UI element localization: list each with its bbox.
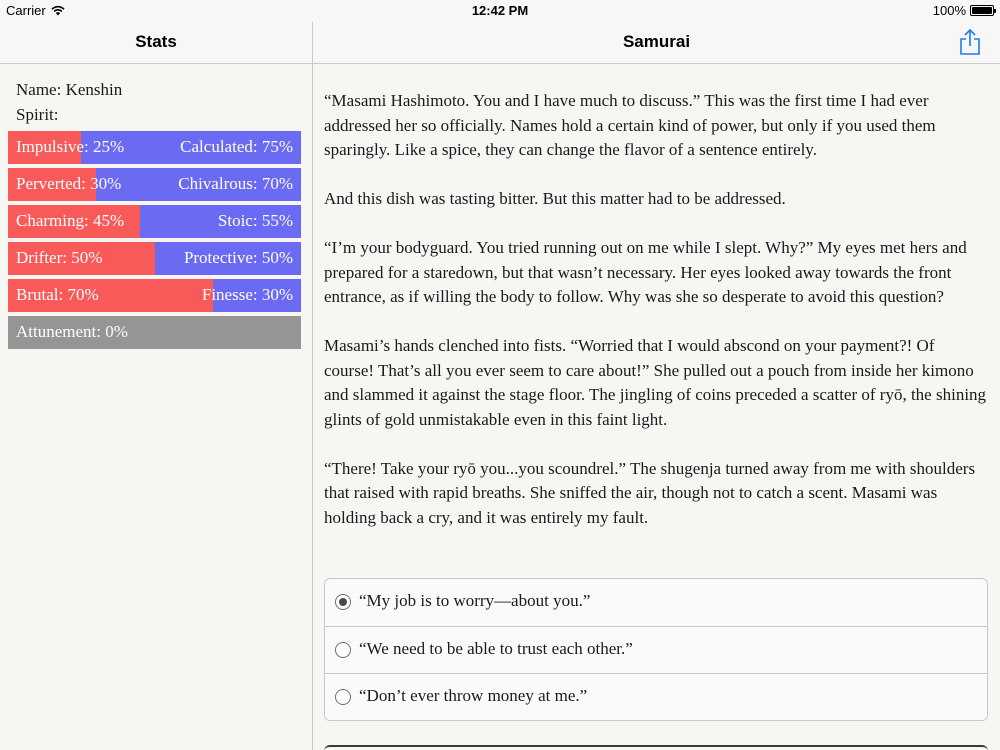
stat-bar-right-label: Calculated: 75%	[180, 137, 293, 156]
stat-bar-drifter-protective	[8, 242, 301, 275]
story-paragraph: Masami’s hands clenched into fists. “Worried that I would abscond on your payment?! Of course! That’s all you ever seem to care about!” She pulled out a pouch from inside her kimono and slammed it against the stage floor. The jingling of coins preceded a scatter of ryō, the shining glints of gold unmistakable even in this faint light.	[324, 336, 987, 429]
carrier-label: Carrier	[6, 3, 46, 18]
stat-bar-left-label: Drifter: 50%	[16, 248, 103, 267]
stat-bar-attunement	[8, 316, 301, 349]
choice-list	[324, 578, 988, 721]
story-title: Samurai	[622, 32, 691, 51]
choice-label: “Don’t ever throw money at me.”	[359, 686, 588, 706]
stats-nav-bar	[0, 22, 313, 64]
stat-bar-perverted-chivalrous	[8, 168, 301, 201]
story-paragraph: “There! Take your ryō you...you scoundrel.” The shugenja turned away from me with shoulders that raised with rapid breaths. She sniffed the air, though not to catch a scent. Masami was holding back a cry, and it was entirely my fault.	[324, 458, 976, 527]
share-button[interactable]	[958, 28, 982, 56]
battery-icon	[970, 5, 994, 16]
choice-option[interactable]	[325, 627, 987, 675]
story-paragraph: And this dish was tasting bitter. But this matter had to be addressed.	[324, 189, 786, 208]
stat-bar-charming-stoic	[8, 205, 301, 238]
radio-button[interactable]	[335, 642, 351, 658]
status-time: 12:42 PM	[471, 3, 529, 18]
stat-bars	[8, 131, 301, 353]
stat-bar-right-label: Finesse: 30%	[201, 285, 293, 304]
status-bar	[0, 0, 1000, 22]
stat-bar-left-label: Brutal: 70%	[16, 285, 99, 304]
battery-percent: 100%	[932, 3, 966, 18]
status-right	[933, 3, 994, 18]
stat-bar-right-label: Protective: 50%	[183, 248, 293, 267]
choice-label: “My job is to worry—about you.”	[359, 591, 591, 610]
stat-bar-right-label: Chivalrous: 70%	[178, 174, 293, 193]
stat-bar-right-label: Stoic: 55%	[217, 211, 293, 230]
stat-bar-brutal-finesse	[8, 279, 301, 312]
stat-bar-left-label: Attunement: 0%	[16, 322, 128, 341]
story-paragraph: “Masami Hashimoto. You and I have much to discuss.” This was the first time I had ever addressed her so officially. Names hold a certain kind of power, but only if you used them sparingly. Like a spice, they can change the flavor of a sentence entirely.	[324, 91, 936, 159]
radio-button[interactable]	[335, 689, 351, 705]
stat-bar-left-label: Perverted: 30%	[16, 174, 122, 193]
choice-option[interactable]	[325, 579, 987, 627]
radio-button[interactable]	[335, 594, 351, 610]
next-button[interactable]	[324, 745, 988, 750]
share-icon	[958, 28, 982, 56]
story-text	[324, 89, 988, 555]
choice-option[interactable]	[325, 674, 987, 721]
character-name: Name: Kenshin	[16, 80, 123, 99]
story-paragraph: “I’m your bodyguard. You tried running out on me while I slept. Why?” My eyes met hers and prepared for a staredown, but that wasn’t necessary. Her eyes looked away towards the front entrance, as if willing the body to follow. Why was she so desperate to avoid this question?	[324, 238, 967, 306]
spirit-label: Spirit:	[16, 105, 59, 124]
story-nav-bar	[313, 22, 1000, 64]
stat-bar-left-label: Charming: 45%	[16, 211, 125, 230]
stats-title: Stats	[135, 32, 177, 51]
stat-bar-impulsive-calculated	[8, 131, 301, 164]
stat-bar-left-label: Impulsive: 25%	[16, 137, 125, 156]
choice-label: “We need to be able to trust each other.”	[359, 638, 633, 658]
